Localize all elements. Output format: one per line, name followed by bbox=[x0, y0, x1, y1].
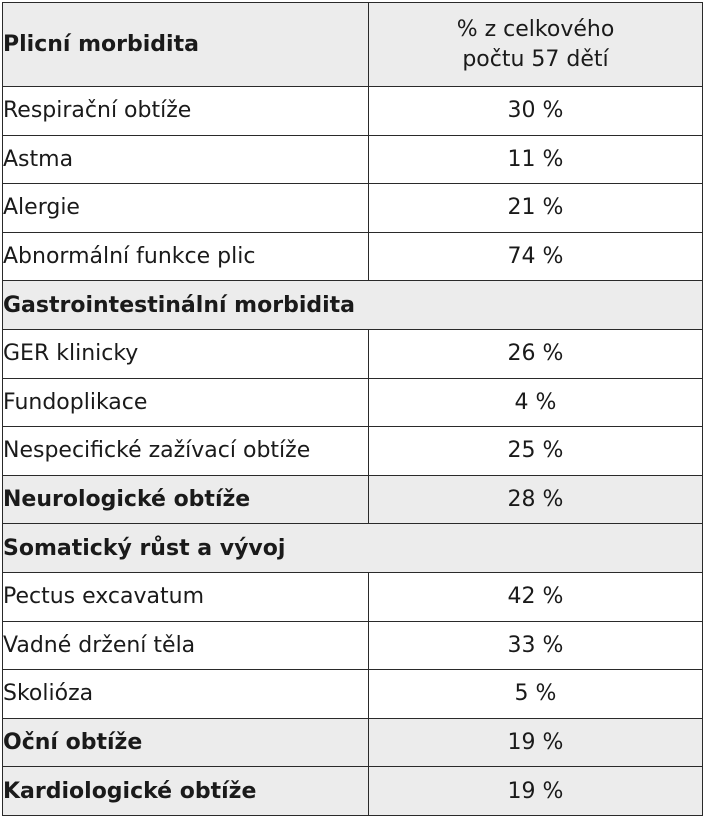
section-label: Gastrointestinální morbidita bbox=[3, 281, 703, 330]
table-row-alergie bbox=[3, 184, 703, 233]
header-value-line1: % z celkového bbox=[456, 16, 615, 42]
header-value-line2: počtu 57 dětí bbox=[462, 46, 609, 72]
row-value: 21 % bbox=[369, 184, 703, 233]
table-row-kardiologicke bbox=[3, 767, 703, 816]
row-label: Respirační obtíže bbox=[3, 87, 369, 136]
table-row-vadne-drzeni-tela bbox=[3, 621, 703, 670]
section-label: Somatický růst a vývoj bbox=[3, 524, 703, 573]
table-row-ocni bbox=[3, 718, 703, 767]
section-row-somaticky-rust bbox=[3, 524, 703, 573]
table-row-nespecificke-zazivaci bbox=[3, 427, 703, 476]
table-row-skolioza bbox=[3, 670, 703, 719]
row-value: 28 % bbox=[369, 475, 703, 524]
row-label: Neurologické obtíže bbox=[3, 475, 369, 524]
row-label: Astma bbox=[3, 135, 369, 184]
row-label: Nespecifické zažívací obtíže bbox=[3, 427, 369, 476]
row-value: 42 % bbox=[369, 572, 703, 621]
morbidity-table bbox=[2, 2, 703, 816]
row-label: Skolióza bbox=[3, 670, 369, 719]
row-label: Abnormální funkce plic bbox=[3, 232, 369, 281]
row-value: 33 % bbox=[369, 621, 703, 670]
table-row-pectus-excavatum bbox=[3, 572, 703, 621]
table-row-astma bbox=[3, 135, 703, 184]
row-value: 4 % bbox=[369, 378, 703, 427]
section-row-gastrointestinalni bbox=[3, 281, 703, 330]
row-value: 30 % bbox=[369, 87, 703, 136]
table-row-ger-klinicky bbox=[3, 329, 703, 378]
row-value: 74 % bbox=[369, 232, 703, 281]
row-label: GER klinicky bbox=[3, 329, 369, 378]
table-row-neurologicke bbox=[3, 475, 703, 524]
row-label: Fundoplikace bbox=[3, 378, 369, 427]
row-label: Oční obtíže bbox=[3, 718, 369, 767]
row-value: 11 % bbox=[369, 135, 703, 184]
row-value: 19 % bbox=[369, 767, 703, 816]
row-label: Alergie bbox=[3, 184, 369, 233]
table-row-respiracni bbox=[3, 87, 703, 136]
table-row-fundoplikace bbox=[3, 378, 703, 427]
row-label: Kardiologické obtíže bbox=[3, 767, 369, 816]
header-value-label bbox=[369, 3, 703, 87]
table-header-row bbox=[3, 3, 703, 87]
row-value: 19 % bbox=[369, 718, 703, 767]
row-value: 26 % bbox=[369, 329, 703, 378]
row-value: 25 % bbox=[369, 427, 703, 476]
row-label: Pectus excavatum bbox=[3, 572, 369, 621]
row-label: Vadné držení těla bbox=[3, 621, 369, 670]
header-category-label: Plicní morbidita bbox=[3, 3, 369, 87]
row-value: 5 % bbox=[369, 670, 703, 719]
table-row-abnormalni-funkce-plic bbox=[3, 232, 703, 281]
